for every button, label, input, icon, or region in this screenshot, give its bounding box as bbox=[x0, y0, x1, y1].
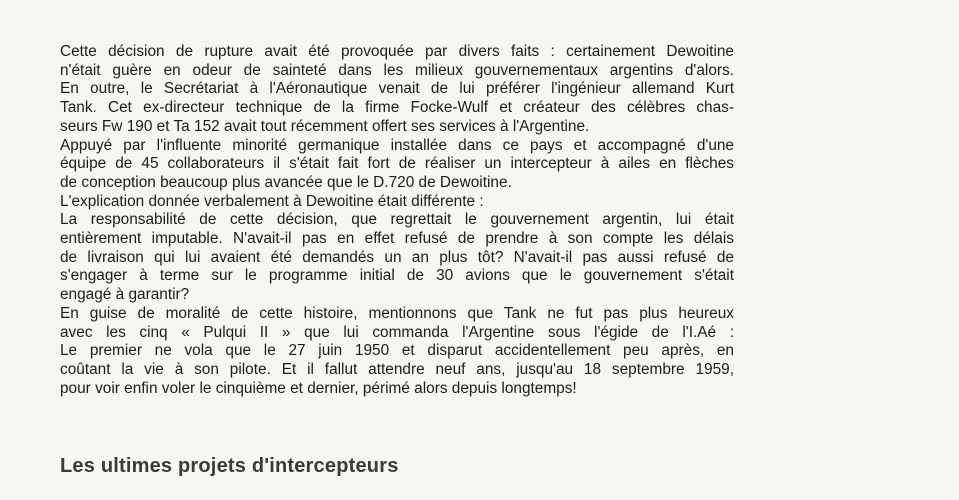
text-line: s'engager à terme sur le programme initial de 30 avions que le gouvernement s'était bbox=[60, 267, 734, 285]
text-line: seurs Fw 190 et Ta 152 avait tout récemment offert ses services à l'Argentine. bbox=[60, 117, 590, 135]
text-line: Appuyé par l'influente minorité germanique installée dans ce pays et accompagné d'une bbox=[60, 136, 734, 154]
text-line: équipe de 45 collaborateurs il s'était fait fort de réaliser un intercepteur à ailes en flèches bbox=[60, 155, 734, 173]
text-line: La responsabilité de cette décision, que regrettait le gouvernement argentin, lui était bbox=[60, 211, 734, 229]
text-line: Cette décision de rupture avait été provoquée par divers faits : certainement Dewoitine bbox=[60, 43, 734, 60]
text-line: avec les cinq « Pulqui II » que lui commanda l'Argentine sous l'égide de l'I.Aé : bbox=[60, 323, 734, 341]
text-line: Tank. Cet ex-directeur technique de la firme Focke-Wulf et créateur des célèbres chas- bbox=[60, 99, 734, 117]
text-line: n'était guère en odeur de sainteté dans les milieux gouvernementaux argentins d'alors. bbox=[60, 61, 734, 79]
section-heading: Les ultimes projets d'intercepteurs bbox=[60, 455, 399, 477]
body-text bbox=[60, 43, 734, 398]
text-line: coûtant la vie à son pilote. Et il fallut attendre neuf ans, jusqu'au 18 septembre 1959, bbox=[60, 360, 734, 378]
text-line: L'explication donnée verbalement à Dewoitine était différente : bbox=[60, 192, 484, 210]
text-line: En guise de moralité de cette histoire, mentionnons que Tank ne fut pas plus heureux bbox=[60, 304, 734, 322]
text-line: En outre, le Secrétariat à l'Aéronautique venait de lui préférer l'ingénieur allemand Kurt bbox=[60, 80, 734, 98]
text-line: pour voir enfin voler le cinquième et dernier, périmé alors depuis longtemps! bbox=[60, 379, 577, 397]
text-line: de conception beaucoup plus avancée que le D.720 de Dewoitine. bbox=[60, 173, 512, 191]
text-line: engagé à garantir? bbox=[60, 286, 190, 304]
text-line: entièrement imputable. N'avait-il pas en effet refusé de prendre à son compte les délais bbox=[60, 230, 734, 248]
text-line: de livraison qui lui avaient été demandés un an plus tôt? N'avait-il pas aussi refusé de bbox=[60, 248, 734, 266]
text-line: Le premier ne vola que le 27 juin 1950 et disparut accidentellement peu après, en bbox=[60, 342, 734, 360]
